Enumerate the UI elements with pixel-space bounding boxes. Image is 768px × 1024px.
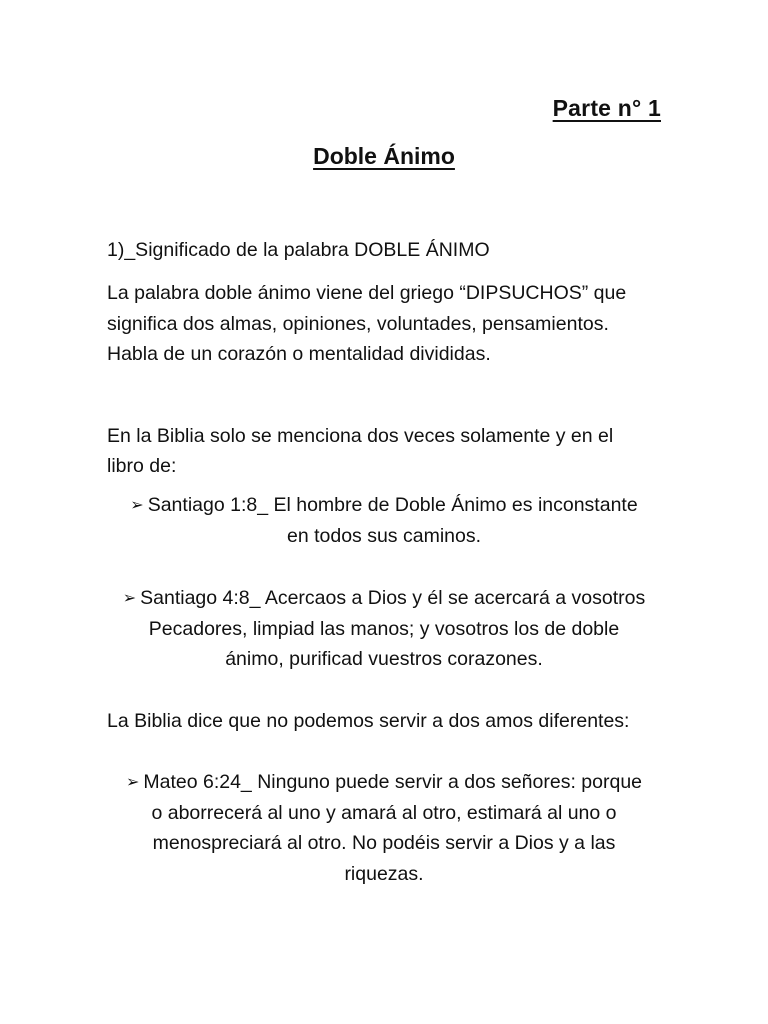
verse-line: ánimo, purificad vuestros corazones. <box>225 648 543 670</box>
intro-line: libro de: <box>107 455 177 477</box>
verse-line: o aborrecerá al uno y amará al otro, estimará al uno o <box>151 802 617 824</box>
verse-line: Santiago 4:8_ Acercaos a Dios y él se acercará a vosotros <box>140 587 646 609</box>
verse-line: en todos sus caminos. <box>286 525 482 547</box>
statement-line: La Biblia dice que no podemos servir a dos amos diferentes: <box>107 710 630 732</box>
arrow-bullet-icon: ➢ <box>122 590 137 607</box>
verse-santiago-4-8 <box>0 583 768 615</box>
arrow-bullet-icon: ➢ <box>130 497 144 514</box>
verse-line: riquezas. <box>344 863 424 885</box>
paragraph-line: Habla de un corazón o mentalidad divididas. <box>107 343 491 365</box>
paragraph-line: significa dos almas, opiniones, voluntades, pensamientos. <box>107 313 609 335</box>
intro-line: En la Biblia solo se menciona dos veces solamente y en el <box>107 425 614 447</box>
section-heading: 1)_Significado de la palabra DOBLE ÁNIMO <box>107 239 490 261</box>
document-title: Doble Ánimo <box>313 143 455 169</box>
verse-santiago-1-8 <box>0 490 768 522</box>
paragraph-line: La palabra doble ánimo viene del griego “DIPSUCHOS” que <box>107 282 627 304</box>
verse-mateo-6-24 <box>0 767 768 799</box>
verse-line: Pecadores, limpiad las manos; y vosotros los de doble <box>148 618 620 640</box>
verse-line: menospreciará al otro. No podéis servir a Dios y a las <box>152 832 616 854</box>
part-label: Parte n° 1 <box>552 95 661 121</box>
verse-line: Santiago 1:8_ El hombre de Doble Ánimo es inconstante <box>147 494 638 516</box>
arrow-bullet-icon: ➢ <box>125 774 140 791</box>
verse-line: Mateo 6:24_ Ninguno puede servir a dos señores: porque <box>143 771 643 793</box>
